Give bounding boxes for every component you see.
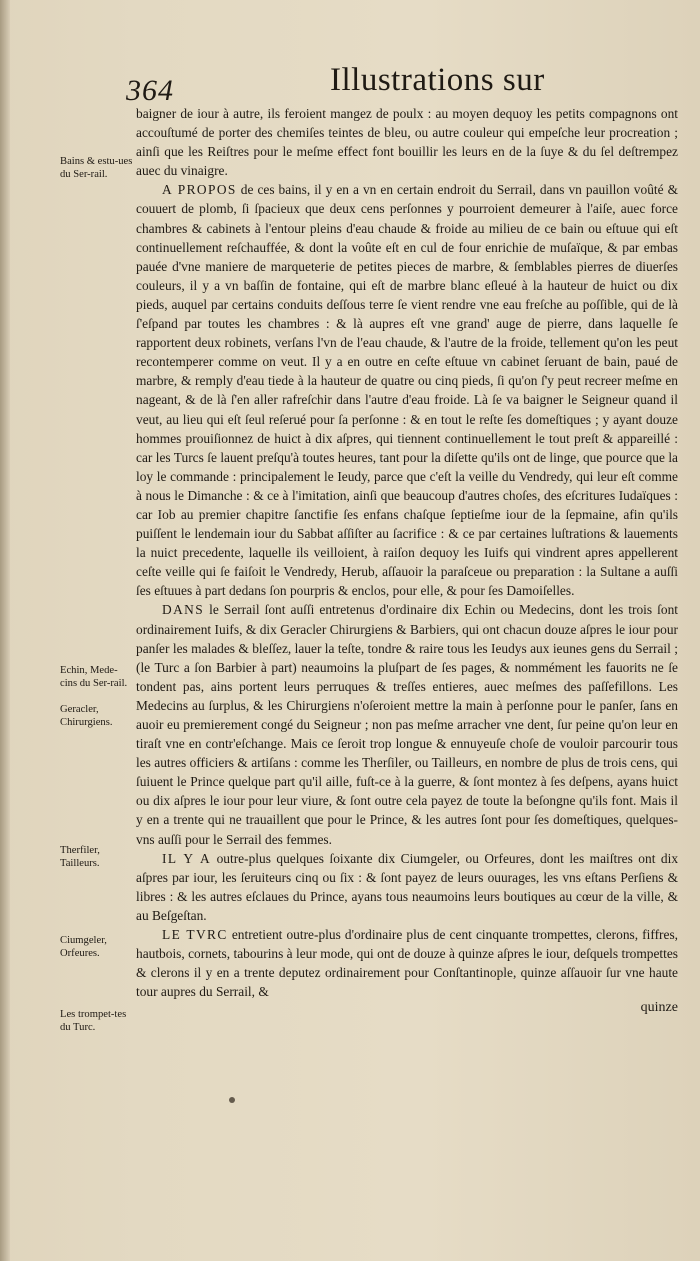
paragraph xyxy=(136,600,678,848)
margin-note-geracler: Geracler, Chirurgiens. xyxy=(60,704,113,728)
margin-note-echin: Echin, Mede-cins du Ser-rail. xyxy=(60,665,128,689)
paragraph-text: de ces bains, il y en a vn en certain endroit du Serrail, dans vn pauillon voûté & couuert de plomb, ſi ſpacieux que deux cens perſonnes y pourroient demeurer à l'aiſe, auec force chambres & cabinets à l'entour pleins d'eau chaude & froide au milieu de ce bain ou eſtuue qui eſt continuellement reſchauffée, & dont la voûte eſt en cul de four enrichie de muſaïque, & par embas pauée d'vne maniere de marqueterie de petites pieces de marbre, & ſemblables pierres de diuerſes couleurs, il y a vn baſſin de fontaine, qui eſt de marbre blanc eſleué à la hauteur de huict ou dix pieds, auquel par certains conduits deſſous terre ſe vient rendre vne eau freſche au poſſible, qui de là ſ'eſpand par toutes les chambres : & là aupres eſt vne grand' auge de pierre, dans laquelle ſe rapportent deux robinets, verſans l'vn de l'eau chaude, & l'autre de la froide, tellement qu'on les peut recontemperer comme on veut. Il y a en outre en ceſte eſtuue vn cabinet ſeruant de bain, paué de marbre, & remply d'eau tiede à la hauteur de quatre ou cinq pieds, ſi qu'on ſ'y peut recreer meſme en nageant, & de là ſ'en aller rafreſchir dans l'autre d'eau froide. Là ſe va baigner le Seigneur quand il veut, au lieu qui eſt ſeul reſerué pour ſa perſonne : & en tout le reſte ſes domeſtiques ; y ayant douze hommes prouiſionnez de huict à dix aſpres, qui tiennent continuellement le tout preſt & appareillé : car les Turcs ſe lauent preſqu'à toutes heures, tant pour la diſette qu'ils ont de linge, que pource que la loy le commande : principalement le Ieudy, parce que c'eſt la veille du Vendredy, qui leur eſt comme à nous le Dimanche : & ce à l'imitation, ainſi que beaucoup d'autres choſes, des eſcritures Iudaïques : car Iob au premier chapitre ſanctifie ſes enfans chaſque ſeptieſme iour de la ſepmaine, afin qu'ils puiſſent le lendemain iour du Sabbat aſſiſter au ſacrifice : & ce par certaines luſtrations & lauements la nuict precedente, laquelle ils veilloient, à raiſon dequoy les Iuifs qui vindrent apres appellerent ceſte veille qui ſe faiſoit le Vendredy, Herub, aſſauoir la paraſceue ou preparation : la Sultane a auſſi ſes eſtuues à part dedans ſon pourpris & enclos, pour elle, & pour ſes Damoiſelles. xyxy=(136,182,678,599)
paragraph-lead: A PROPOS xyxy=(162,182,237,198)
paragraph-text: le Serrail ſont auſſi entretenus d'ordinaire dix Echin ou Medecins, dont les trois ſont ordinairement Iuifs, & dix Geracler Chirurgiens & Barbiers, qui ont chacun douze aſpres le iour pour panſer les malades & bleſſez, lauer la teſte, tondre & raire tous les Ieudys aux ieunes gens du Serrail ; (le Turc a ſon Barbier à part) neaumoins la pluſpart de ſes pages, & nommément les fauorits ne ſe tondent pas, ains portent leurs perruques & treſſes entieres, auec meſmes des paſſefillons. Les Medecins au ſurplus, & les Chirurgiens n'oſeroient mettre la main à perſonne pour le panſer, ſans en auoir eu premierement congé du Seigneur ; non pas meſme arracher vne dent, ſur peine qu'on leur en tiraſt vne en contr'eſchange. Mais ce ſeroit trop longue & ennuyeuſe choſe de vouloir parcourir tous les autres officiers & artiſans : comme les Therſiler, ou Tailleurs, en nombre de plus de trois cens, qui ſuiuent le Prince quelque part qu'il aille, fuſt-ce à la guerre, & ſont montez à ſes deſpens, ayans huict ou dix aſpres le iour pour leur viure, & ſont outre cela payez de toute la beſongne qu'ils font. Mais il y en a trente qui ne trauaillent que pour le Prince, & les autres ſont pour ſes domeſtiques, quelques-vns auſſi pour le Serrail des femmes. xyxy=(136,602,678,847)
body-text xyxy=(136,104,678,1001)
page-number: 364 xyxy=(126,74,174,107)
margin-note-bains: Bains & estu-ues du Ser-rail. xyxy=(60,156,133,180)
page-header xyxy=(120,60,680,110)
paragraph xyxy=(136,925,678,1001)
catchword: quinze xyxy=(640,1000,678,1015)
paragraph xyxy=(136,849,678,925)
paragraph-lead: LE TVRC xyxy=(162,927,228,943)
ink-spot xyxy=(229,1097,235,1103)
paragraph-text: entretient outre-plus d'ordinaire plus de cent cinquante trompettes, clerons, fiffres, hautbois, cornets, tabourins à leur mode, qui ont de douze à quinze aſpres le iour, deſquels trompettes & clerons il y en a trente deputez ordinairement pour Conſtantinople, quinze aſſauoir ſur vne haute tour aupres du Serrail, & xyxy=(136,927,678,1000)
paragraph-text: baigner de iour à autre, ils feroient mangez de poulx : au moyen dequoy les petits compagnons ont accouſtumé de porter des chemiſes teintes de bleu, ou autre couleur qui empeſche leur procreation ; ainſi que les Reiſtres pour le meſme effect font bouillir les leurs en de la ſuye & du ſel deſtrempez auec du vinaigre. xyxy=(136,106,678,179)
paragraph xyxy=(136,180,678,600)
page-gutter xyxy=(0,0,10,1261)
paragraph-text: outre-plus quelques ſoixante dix Ciumgeler, ou Orfeures, dont les maiſtres ont dix aſpres par iour, les ſeruiteurs cinq ou ſix : & ſont payez de leurs ouurages, les vns eſtans Perſiens & libres : & les autres eſclaues du Prince, ayans tous neaumoins leurs boutiques au cœur de la ville, & au Beſgeſtan. xyxy=(136,850,679,923)
paragraph-lead: IL Y A xyxy=(162,850,212,866)
running-title: Illustrations sur xyxy=(330,62,545,98)
margin-note-ciumgeler: Ciumgeler, Orfeures. xyxy=(60,935,107,959)
margin-note-therfiler: Therfiler, Tailleurs. xyxy=(60,845,100,869)
paragraph xyxy=(136,104,678,180)
paragraph-lead: DANS xyxy=(162,602,205,618)
margin-note-trompettes: Les trompet-tes du Turc. xyxy=(60,1009,127,1033)
